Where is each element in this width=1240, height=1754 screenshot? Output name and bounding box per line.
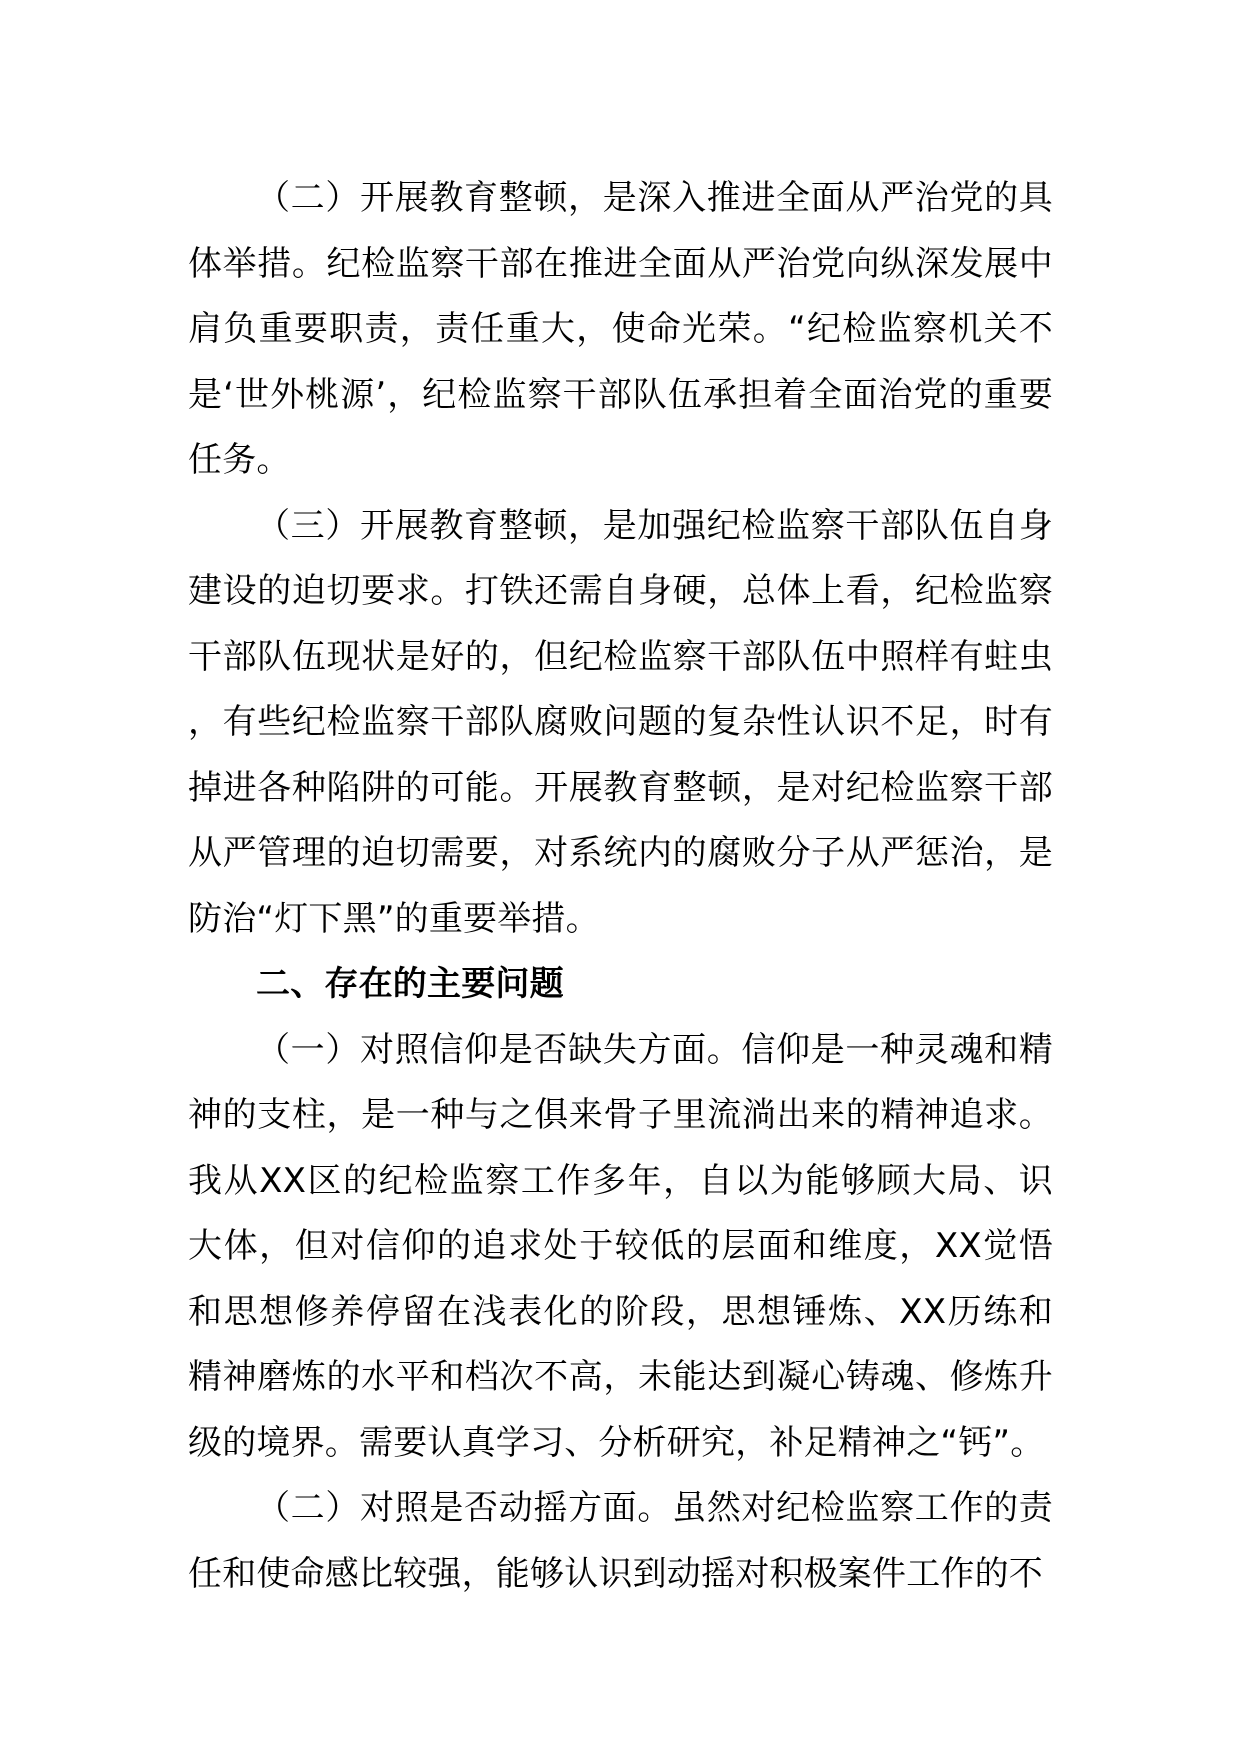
paragraph-wavering: （二）对照是否动摇方面。虽然对纪检监察工作的责任和使命感比较强，能够认识到动摇对积极案件工作的不 xyxy=(188,1488,1053,1594)
paragraph-education-rectification-2: （二）开展教育整顿，是深入推进全面从严治党的具体举措。纪检监察干部在推进全面从严治党向纵深发展中肩负重要职责，责任重大，使命光荣。“纪检监察机关不是‘世外桃源’，纪检监察干部队伍承担着全面治党的重要任务。 xyxy=(188,178,1053,480)
section-heading-main-problems: 二、存在的主要问题 xyxy=(256,964,564,1004)
paragraph-education-rectification-3: （三）开展教育整顿，是加强纪检监察干部队伍自身建设的迫切要求。打铁还需自身硬，总体上看，纪检监察干部队伍现状是好的，但纪检监察干部队伍中照样有蛀虫，有些纪检监察干部队腐败问题的复杂性认识不足，时有掉进各种陷阱的可能。开展教育整顿，是对纪检监察干部从严管理的迫切需要，对系统内的腐败分子从严惩治，是防治“灯下黑”的重要举措。 xyxy=(188,505,1053,939)
paragraph-belief-lacking: （一）对照信仰是否缺失方面。信仰是一种灵魂和精神的支柱，是一种与之俱来骨子里流淌出来的精神追求。我从XX区的纪检监察工作多年，自以为能够顾大局、识大体，但对信仰的追求处于较低的层面和维度，XX觉悟和思想修养停留在浅表化的阶段，思想锤炼、XX历练和精神磨炼的水平和档次不高，未能达到凝心铸魂、修炼升级的境界。需要认真学习、分析研究，补足精神之“钙”。 xyxy=(188,1029,1053,1463)
document-body xyxy=(188,166,1053,1607)
